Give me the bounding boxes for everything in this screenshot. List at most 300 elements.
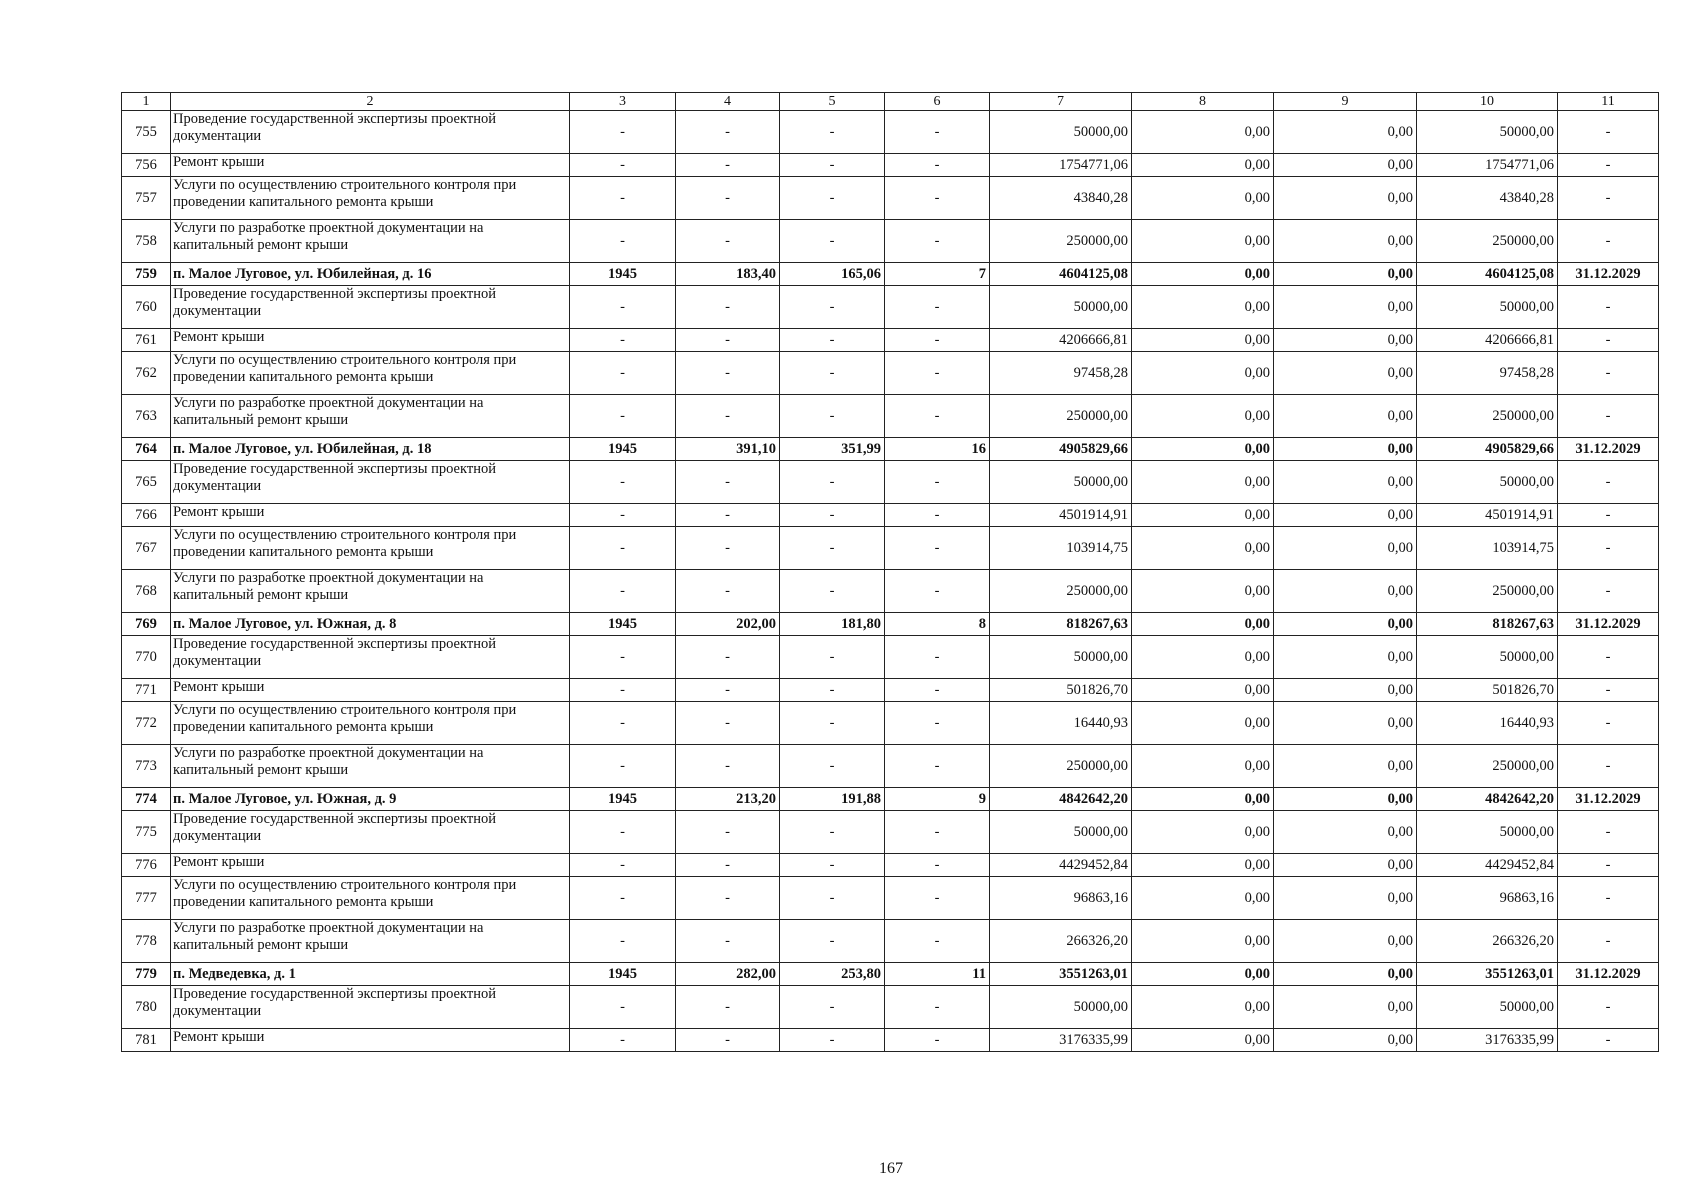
work-row <box>122 111 1659 154</box>
fund-capital-cell: 50000,00 <box>1417 111 1558 154</box>
fund-2-cell: 0,00 <box>1274 395 1417 438</box>
row-number-cell: 762 <box>122 352 171 395</box>
fund-capital-cell: 103914,75 <box>1417 527 1558 570</box>
year-cell: - <box>570 504 676 527</box>
cost-total-cell: 96863,16 <box>990 877 1132 920</box>
work-row <box>122 527 1659 570</box>
area-living-cell: - <box>780 679 885 702</box>
fund-1-cell: 0,00 <box>1132 788 1274 811</box>
fund-1-cell: 0,00 <box>1132 1029 1274 1052</box>
deadline-cell: - <box>1558 877 1659 920</box>
fund-2-cell: 0,00 <box>1274 963 1417 986</box>
row-number-cell: 767 <box>122 527 171 570</box>
row-number-cell: 780 <box>122 986 171 1029</box>
column-number-2: 2 <box>171 93 570 111</box>
fund-2-cell: 0,00 <box>1274 154 1417 177</box>
cost-total-cell: 16440,93 <box>990 702 1132 745</box>
year-cell: - <box>570 177 676 220</box>
fund-1-cell: 0,00 <box>1132 154 1274 177</box>
work-row <box>122 745 1659 788</box>
fund-2-cell: 0,00 <box>1274 636 1417 679</box>
year-cell: - <box>570 395 676 438</box>
fund-2-cell: 0,00 <box>1274 504 1417 527</box>
year-cell: - <box>570 329 676 352</box>
fund-capital-cell: 4206666,81 <box>1417 329 1558 352</box>
column-number-5: 5 <box>780 93 885 111</box>
area-living-cell: 351,99 <box>780 438 885 461</box>
fund-1-cell: 0,00 <box>1132 963 1274 986</box>
work-name-cell: п. Медведевка, д. 1 <box>171 963 570 986</box>
year-cell: - <box>570 745 676 788</box>
year-cell: - <box>570 352 676 395</box>
cost-total-cell: 250000,00 <box>990 570 1132 613</box>
cost-total-cell: 818267,63 <box>990 613 1132 636</box>
year-cell: - <box>570 220 676 263</box>
cost-total-cell: 50000,00 <box>990 286 1132 329</box>
work-row <box>122 461 1659 504</box>
work-row <box>122 395 1659 438</box>
row-number-cell: 760 <box>122 286 171 329</box>
row-number-cell: 775 <box>122 811 171 854</box>
area-total-cell: 202,00 <box>676 613 780 636</box>
fund-2-cell: 0,00 <box>1274 811 1417 854</box>
work-name-cell: Услуги по разработке проектной документации на капитальный ремонт крыши <box>171 220 570 263</box>
fund-1-cell: 0,00 <box>1132 504 1274 527</box>
work-row <box>122 986 1659 1029</box>
column-number-8: 8 <box>1132 93 1274 111</box>
area-total-cell: - <box>676 177 780 220</box>
work-name-cell: Услуги по осуществлению строительного контроля при проведении капитального ремонта крыши <box>171 702 570 745</box>
cost-total-cell: 50000,00 <box>990 636 1132 679</box>
work-row <box>122 154 1659 177</box>
fund-capital-cell: 96863,16 <box>1417 877 1558 920</box>
cost-total-cell: 3551263,01 <box>990 963 1132 986</box>
deadline-cell: - <box>1558 111 1659 154</box>
area-total-cell: - <box>676 286 780 329</box>
area-total-cell: - <box>676 504 780 527</box>
area-total-cell: - <box>676 920 780 963</box>
deadline-cell: - <box>1558 286 1659 329</box>
cost-total-cell: 50000,00 <box>990 111 1132 154</box>
work-name-cell: Услуги по разработке проектной документации на капитальный ремонт крыши <box>171 920 570 963</box>
fund-2-cell: 0,00 <box>1274 1029 1417 1052</box>
area-living-cell: - <box>780 1029 885 1052</box>
area-total-cell: - <box>676 395 780 438</box>
fund-1-cell: 0,00 <box>1132 877 1274 920</box>
fund-2-cell: 0,00 <box>1274 877 1417 920</box>
year-cell: 1945 <box>570 613 676 636</box>
work-row <box>122 636 1659 679</box>
row-number-cell: 764 <box>122 438 171 461</box>
deadline-cell: - <box>1558 177 1659 220</box>
fund-1-cell: 0,00 <box>1132 679 1274 702</box>
area-total-cell: - <box>676 877 780 920</box>
residents-cell: 7 <box>885 263 990 286</box>
fund-2-cell: 0,00 <box>1274 570 1417 613</box>
deadline-cell: - <box>1558 154 1659 177</box>
work-name-cell: Услуги по осуществлению строительного контроля при проведении капитального ремонта крыши <box>171 527 570 570</box>
fund-capital-cell: 4604125,08 <box>1417 263 1558 286</box>
work-name-cell: Проведение государственной экспертизы проектной документации <box>171 286 570 329</box>
cost-total-cell: 250000,00 <box>990 745 1132 788</box>
deadline-cell: - <box>1558 679 1659 702</box>
fund-capital-cell: 4501914,91 <box>1417 504 1558 527</box>
area-total-cell: - <box>676 154 780 177</box>
work-row <box>122 877 1659 920</box>
fund-2-cell: 0,00 <box>1274 263 1417 286</box>
area-living-cell: - <box>780 702 885 745</box>
area-total-cell: - <box>676 854 780 877</box>
deadline-cell: - <box>1558 461 1659 504</box>
fund-capital-cell: 43840,28 <box>1417 177 1558 220</box>
row-number-cell: 766 <box>122 504 171 527</box>
work-row <box>122 220 1659 263</box>
work-name-cell: Ремонт крыши <box>171 854 570 877</box>
address-row <box>122 438 1659 461</box>
work-name-cell: Ремонт крыши <box>171 679 570 702</box>
deadline-cell: 31.12.2029 <box>1558 788 1659 811</box>
residents-cell: - <box>885 286 990 329</box>
row-number-cell: 763 <box>122 395 171 438</box>
area-living-cell: - <box>780 527 885 570</box>
work-name-cell: Услуги по осуществлению строительного контроля при проведении капитального ремонта крыши <box>171 352 570 395</box>
area-total-cell: - <box>676 461 780 504</box>
row-number-cell: 777 <box>122 877 171 920</box>
fund-2-cell: 0,00 <box>1274 177 1417 220</box>
work-row <box>122 811 1659 854</box>
residents-cell: 8 <box>885 613 990 636</box>
fund-1-cell: 0,00 <box>1132 461 1274 504</box>
column-number-3: 3 <box>570 93 676 111</box>
cost-total-cell: 103914,75 <box>990 527 1132 570</box>
residents-cell: - <box>885 745 990 788</box>
work-row <box>122 177 1659 220</box>
fund-2-cell: 0,00 <box>1274 220 1417 263</box>
fund-1-cell: 0,00 <box>1132 177 1274 220</box>
cost-total-cell: 4604125,08 <box>990 263 1132 286</box>
column-number-11: 11 <box>1558 93 1659 111</box>
deadline-cell: - <box>1558 220 1659 263</box>
fund-2-cell: 0,00 <box>1274 613 1417 636</box>
year-cell: - <box>570 461 676 504</box>
fund-capital-cell: 50000,00 <box>1417 461 1558 504</box>
deadline-cell: - <box>1558 504 1659 527</box>
area-living-cell: - <box>780 395 885 438</box>
work-row <box>122 286 1659 329</box>
cost-total-cell: 250000,00 <box>990 220 1132 263</box>
year-cell: - <box>570 920 676 963</box>
residents-cell: 9 <box>885 788 990 811</box>
area-living-cell: - <box>780 177 885 220</box>
cost-total-cell: 4842642,20 <box>990 788 1132 811</box>
area-living-cell: - <box>780 877 885 920</box>
deadline-cell: 31.12.2029 <box>1558 613 1659 636</box>
area-living-cell: - <box>780 220 885 263</box>
residents-cell: - <box>885 636 990 679</box>
fund-2-cell: 0,00 <box>1274 329 1417 352</box>
work-row <box>122 1029 1659 1052</box>
column-number-10: 10 <box>1417 93 1558 111</box>
work-row <box>122 854 1659 877</box>
address-row <box>122 963 1659 986</box>
year-cell: - <box>570 1029 676 1052</box>
fund-1-cell: 0,00 <box>1132 220 1274 263</box>
address-row <box>122 613 1659 636</box>
area-living-cell: 165,06 <box>780 263 885 286</box>
fund-capital-cell: 50000,00 <box>1417 286 1558 329</box>
fund-1-cell: 0,00 <box>1132 920 1274 963</box>
column-number-9: 9 <box>1274 93 1417 111</box>
residents-cell: - <box>885 154 990 177</box>
area-living-cell: - <box>780 811 885 854</box>
year-cell: - <box>570 111 676 154</box>
work-name-cell: Проведение государственной экспертизы проектной документации <box>171 811 570 854</box>
area-total-cell: - <box>676 679 780 702</box>
fund-1-cell: 0,00 <box>1132 352 1274 395</box>
deadline-cell: - <box>1558 745 1659 788</box>
column-number-1: 1 <box>122 93 171 111</box>
year-cell: - <box>570 854 676 877</box>
fund-capital-cell: 4429452,84 <box>1417 854 1558 877</box>
work-name-cell: Проведение государственной экспертизы проектной документации <box>171 111 570 154</box>
deadline-cell: - <box>1558 811 1659 854</box>
fund-1-cell: 0,00 <box>1132 745 1274 788</box>
work-row <box>122 329 1659 352</box>
fund-2-cell: 0,00 <box>1274 702 1417 745</box>
area-living-cell: 191,88 <box>780 788 885 811</box>
area-living-cell: - <box>780 461 885 504</box>
year-cell: - <box>570 702 676 745</box>
fund-capital-cell: 50000,00 <box>1417 636 1558 679</box>
deadline-cell: - <box>1558 986 1659 1029</box>
year-cell: - <box>570 154 676 177</box>
residents-cell: - <box>885 1029 990 1052</box>
fund-2-cell: 0,00 <box>1274 920 1417 963</box>
area-total-cell: 183,40 <box>676 263 780 286</box>
work-name-cell: Проведение государственной экспертизы проектной документации <box>171 986 570 1029</box>
area-living-cell: - <box>780 352 885 395</box>
row-number-cell: 774 <box>122 788 171 811</box>
work-name-cell: п. Малое Луговое, ул. Южная, д. 8 <box>171 613 570 636</box>
year-cell: 1945 <box>570 263 676 286</box>
fund-1-cell: 0,00 <box>1132 395 1274 438</box>
area-total-cell: - <box>676 220 780 263</box>
residents-cell: - <box>885 570 990 613</box>
area-living-cell: - <box>780 329 885 352</box>
fund-2-cell: 0,00 <box>1274 352 1417 395</box>
work-name-cell: Проведение государственной экспертизы проектной документации <box>171 461 570 504</box>
area-living-cell: - <box>780 504 885 527</box>
cost-total-cell: 50000,00 <box>990 986 1132 1029</box>
cost-total-cell: 1754771,06 <box>990 154 1132 177</box>
deadline-cell: 31.12.2029 <box>1558 263 1659 286</box>
cost-total-cell: 4501914,91 <box>990 504 1132 527</box>
work-name-cell: п. Малое Луговое, ул. Южная, д. 9 <box>171 788 570 811</box>
fund-capital-cell: 250000,00 <box>1417 395 1558 438</box>
area-total-cell: - <box>676 527 780 570</box>
fund-1-cell: 0,00 <box>1132 263 1274 286</box>
cost-total-cell: 266326,20 <box>990 920 1132 963</box>
area-living-cell: - <box>780 111 885 154</box>
work-row <box>122 570 1659 613</box>
residents-cell: - <box>885 811 990 854</box>
page-number: 167 <box>879 1160 903 1177</box>
row-number-cell: 759 <box>122 263 171 286</box>
residents-cell: - <box>885 920 990 963</box>
work-name-cell: Ремонт крыши <box>171 504 570 527</box>
cost-total-cell: 4429452,84 <box>990 854 1132 877</box>
cost-total-cell: 97458,28 <box>990 352 1132 395</box>
fund-1-cell: 0,00 <box>1132 613 1274 636</box>
residents-cell: - <box>885 111 990 154</box>
cost-total-cell: 43840,28 <box>990 177 1132 220</box>
residents-cell: - <box>885 986 990 1029</box>
fund-1-cell: 0,00 <box>1132 811 1274 854</box>
cost-total-cell: 4206666,81 <box>990 329 1132 352</box>
deadline-cell: - <box>1558 395 1659 438</box>
residents-cell: 16 <box>885 438 990 461</box>
deadline-cell: - <box>1558 702 1659 745</box>
residents-cell: - <box>885 352 990 395</box>
area-living-cell: - <box>780 854 885 877</box>
area-total-cell: - <box>676 352 780 395</box>
row-number-cell: 755 <box>122 111 171 154</box>
area-total-cell: - <box>676 329 780 352</box>
deadline-cell: 31.12.2029 <box>1558 963 1659 986</box>
area-total-cell: - <box>676 111 780 154</box>
fund-2-cell: 0,00 <box>1274 986 1417 1029</box>
fund-2-cell: 0,00 <box>1274 111 1417 154</box>
area-total-cell: - <box>676 986 780 1029</box>
area-total-cell: - <box>676 702 780 745</box>
row-number-cell: 778 <box>122 920 171 963</box>
work-name-cell: п. Малое Луговое, ул. Юбилейная, д. 18 <box>171 438 570 461</box>
residents-cell: - <box>885 702 990 745</box>
row-number-cell: 770 <box>122 636 171 679</box>
document-table <box>121 92 1659 1052</box>
work-row <box>122 504 1659 527</box>
work-name-cell: Ремонт крыши <box>171 1029 570 1052</box>
area-living-cell: - <box>780 286 885 329</box>
cost-total-cell: 250000,00 <box>990 395 1132 438</box>
work-name-cell: Услуги по осуществлению строительного контроля при проведении капитального ремонта крыши <box>171 877 570 920</box>
work-name-cell: Услуги по разработке проектной документации на капитальный ремонт крыши <box>171 395 570 438</box>
cost-total-cell: 4905829,66 <box>990 438 1132 461</box>
fund-1-cell: 0,00 <box>1132 111 1274 154</box>
residents-cell: 11 <box>885 963 990 986</box>
row-number-cell: 771 <box>122 679 171 702</box>
address-row <box>122 788 1659 811</box>
area-living-cell: - <box>780 920 885 963</box>
fund-capital-cell: 250000,00 <box>1417 570 1558 613</box>
area-living-cell: - <box>780 636 885 679</box>
residents-cell: - <box>885 527 990 570</box>
area-total-cell: - <box>676 1029 780 1052</box>
work-name-cell: Ремонт крыши <box>171 329 570 352</box>
year-cell: - <box>570 877 676 920</box>
row-number-cell: 758 <box>122 220 171 263</box>
fund-2-cell: 0,00 <box>1274 679 1417 702</box>
fund-1-cell: 0,00 <box>1132 854 1274 877</box>
fund-1-cell: 0,00 <box>1132 527 1274 570</box>
deadline-cell: - <box>1558 636 1659 679</box>
area-total-cell: - <box>676 745 780 788</box>
fund-2-cell: 0,00 <box>1274 788 1417 811</box>
row-number-cell: 772 <box>122 702 171 745</box>
area-living-cell: - <box>780 745 885 788</box>
fund-capital-cell: 4905829,66 <box>1417 438 1558 461</box>
fund-capital-cell: 97458,28 <box>1417 352 1558 395</box>
residents-cell: - <box>885 854 990 877</box>
fund-capital-cell: 250000,00 <box>1417 745 1558 788</box>
work-name-cell: Проведение государственной экспертизы проектной документации <box>171 636 570 679</box>
residents-cell: - <box>885 504 990 527</box>
deadline-cell: - <box>1558 329 1659 352</box>
deadline-cell: - <box>1558 570 1659 613</box>
area-living-cell: 253,80 <box>780 963 885 986</box>
year-cell: - <box>570 570 676 613</box>
row-number-cell: 781 <box>122 1029 171 1052</box>
area-total-cell: 391,10 <box>676 438 780 461</box>
fund-1-cell: 0,00 <box>1132 636 1274 679</box>
work-row <box>122 702 1659 745</box>
fund-2-cell: 0,00 <box>1274 461 1417 504</box>
row-number-cell: 756 <box>122 154 171 177</box>
work-name-cell: Услуги по осуществлению строительного контроля при проведении капитального ремонта крыши <box>171 177 570 220</box>
area-total-cell: 213,20 <box>676 788 780 811</box>
deadline-cell: - <box>1558 854 1659 877</box>
cost-total-cell: 3176335,99 <box>990 1029 1132 1052</box>
area-total-cell: - <box>676 811 780 854</box>
area-living-cell: 181,80 <box>780 613 885 636</box>
fund-capital-cell: 250000,00 <box>1417 220 1558 263</box>
fund-capital-cell: 4842642,20 <box>1417 788 1558 811</box>
row-number-cell: 779 <box>122 963 171 986</box>
fund-capital-cell: 3176335,99 <box>1417 1029 1558 1052</box>
fund-1-cell: 0,00 <box>1132 702 1274 745</box>
deadline-cell: - <box>1558 1029 1659 1052</box>
fund-2-cell: 0,00 <box>1274 527 1417 570</box>
fund-1-cell: 0,00 <box>1132 570 1274 613</box>
column-number-6: 6 <box>885 93 990 111</box>
fund-capital-cell: 50000,00 <box>1417 986 1558 1029</box>
work-name-cell: Услуги по разработке проектной документации на капитальный ремонт крыши <box>171 570 570 613</box>
row-number-cell: 768 <box>122 570 171 613</box>
year-cell: - <box>570 679 676 702</box>
year-cell: - <box>570 286 676 329</box>
fund-1-cell: 0,00 <box>1132 438 1274 461</box>
row-number-cell: 765 <box>122 461 171 504</box>
work-name-cell: Ремонт крыши <box>171 154 570 177</box>
fund-capital-cell: 1754771,06 <box>1417 154 1558 177</box>
fund-capital-cell: 501826,70 <box>1417 679 1558 702</box>
fund-capital-cell: 16440,93 <box>1417 702 1558 745</box>
fund-1-cell: 0,00 <box>1132 329 1274 352</box>
year-cell: - <box>570 811 676 854</box>
cost-total-cell: 50000,00 <box>990 811 1132 854</box>
area-total-cell: - <box>676 570 780 613</box>
fund-1-cell: 0,00 <box>1132 986 1274 1029</box>
area-living-cell: - <box>780 570 885 613</box>
area-living-cell: - <box>780 986 885 1029</box>
residents-cell: - <box>885 220 990 263</box>
cost-total-cell: 501826,70 <box>990 679 1132 702</box>
year-cell: - <box>570 527 676 570</box>
row-number-cell: 757 <box>122 177 171 220</box>
column-number-7: 7 <box>990 93 1132 111</box>
work-row <box>122 352 1659 395</box>
fund-capital-cell: 3551263,01 <box>1417 963 1558 986</box>
